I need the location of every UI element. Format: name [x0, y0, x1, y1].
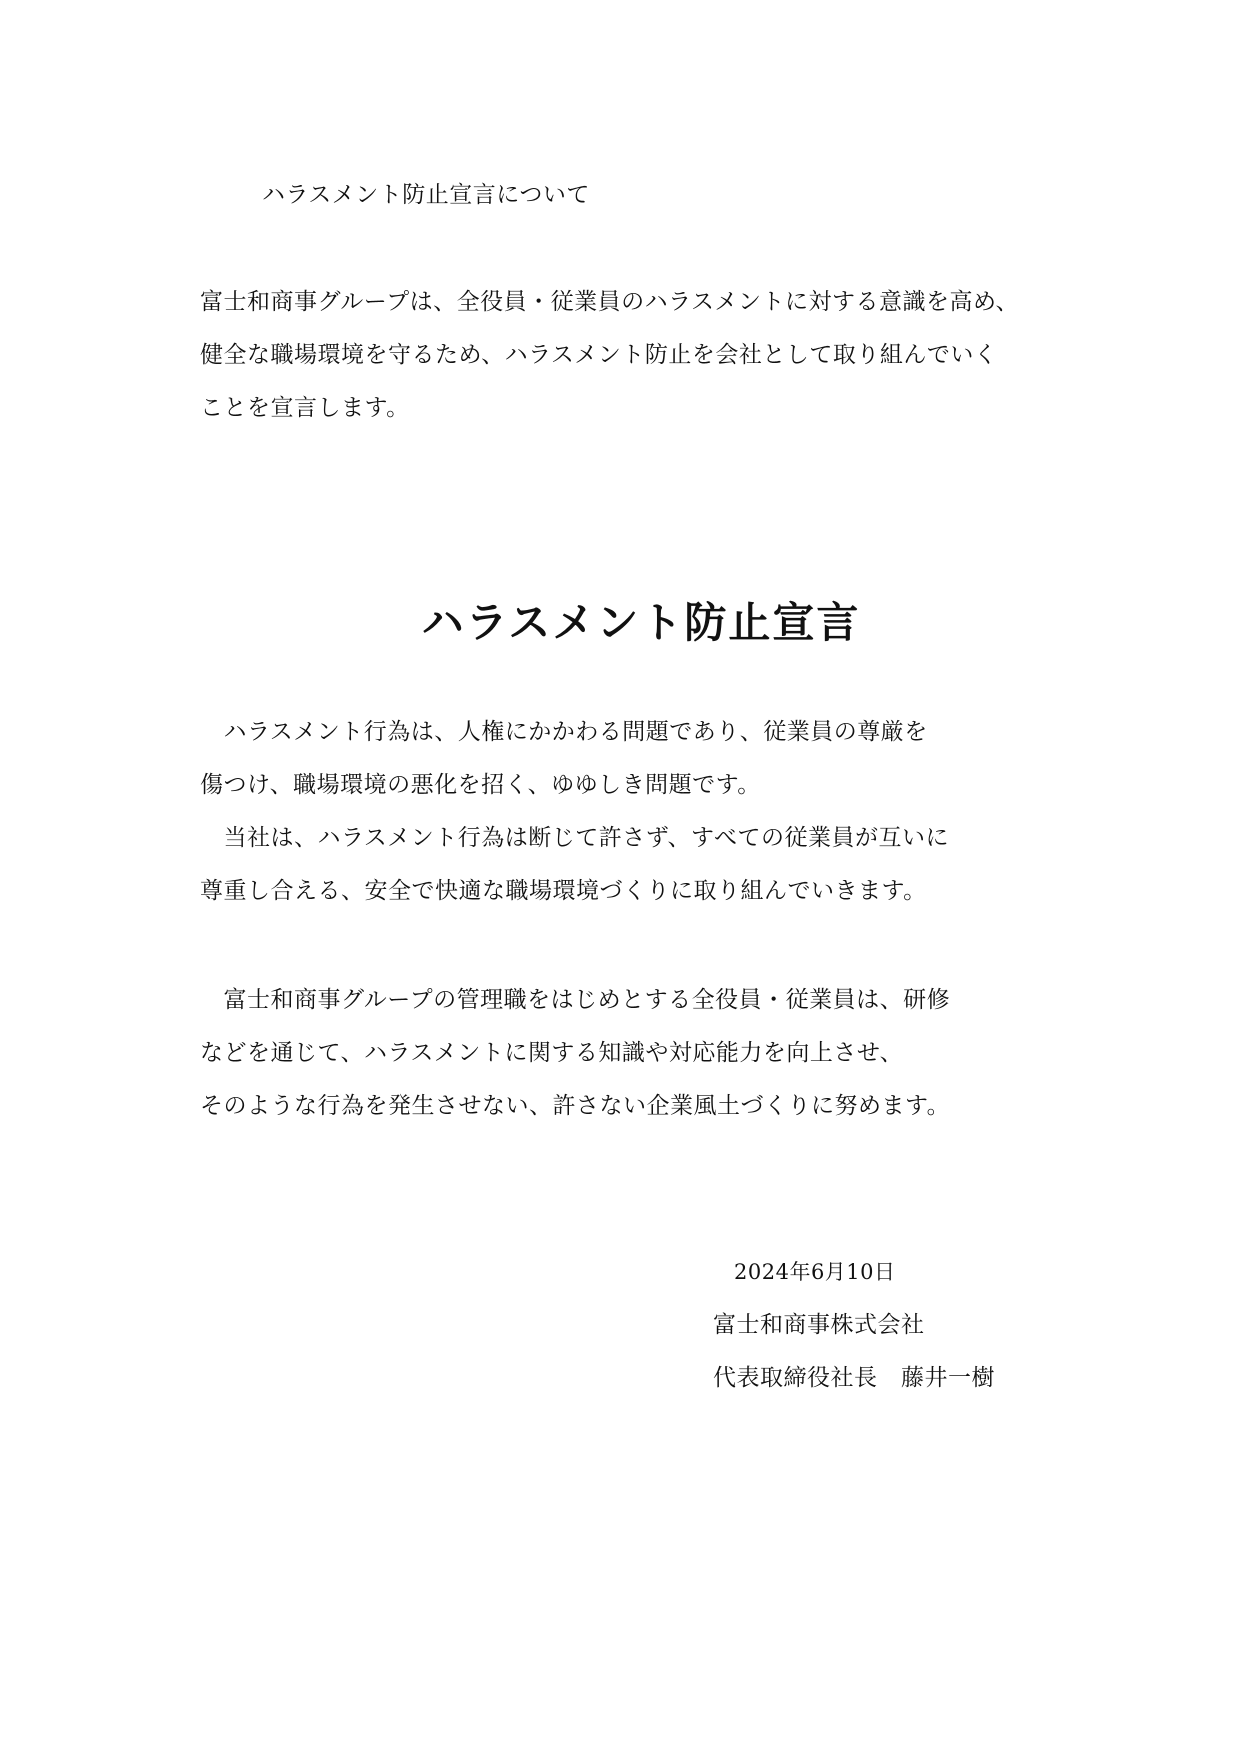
paragraph1-line-2: 傷つけ、職場環境の悪化を招く、ゆゆしき問題です。 — [200, 772, 761, 798]
document-subtitle: ハラスメント防止宣言について — [262, 182, 590, 208]
document-date: 2024年6月10日 — [734, 1260, 896, 1284]
paragraph2-line-1: 富士和商事グループの管理職をはじめとする全役員・従業員は、研修 — [200, 987, 951, 1013]
paragraph1-line-3: 当社は、ハラスメント行為は断じて許さず、すべての従業員が互いに — [200, 825, 950, 851]
intro-line-3: ことを宣言します。 — [200, 395, 410, 421]
paragraph1-line-4: 尊重し合える、安全で快適な職場環境づくりに取り組んでいきます。 — [200, 878, 927, 904]
paragraph2-line-2: などを通じて、ハラスメントに関する知識や対応能力を向上させ、 — [200, 1040, 904, 1066]
declaration-title: ハラスメント防止宣言 — [421, 598, 861, 647]
paragraph2-line-3: そのような行為を発生させない、許さない企業風土づくりに努めます。 — [200, 1093, 951, 1119]
intro-line-2: 健全な職場環境を守るため、ハラスメント防止を会社として取り組んでいく — [200, 342, 998, 368]
intro-line-1: 富士和商事グループは、全役員・従業員のハラスメントに対する意識を高め、 — [200, 289, 1020, 315]
signatory-name: 代表取締役社長 藤井一樹 — [713, 1365, 995, 1391]
company-name: 富士和商事株式会社 — [713, 1312, 925, 1338]
paragraph1-line-1: ハラスメント行為は、人権にかかわる問題であり、従業員の尊厳を — [200, 719, 928, 745]
